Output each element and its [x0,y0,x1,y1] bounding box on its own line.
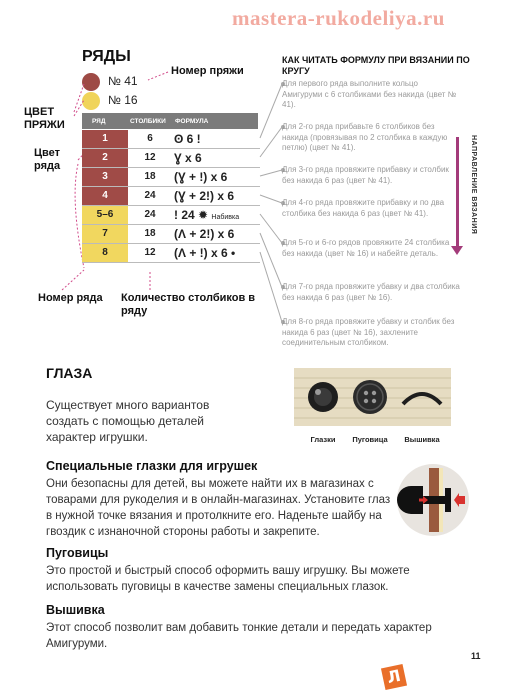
how-to-read-title: КАК ЧИТАТЬ ФОРМУЛУ ПРИ ВЯЗАНИИ ПО КРУГУ [282,55,470,76]
table-row [82,225,260,244]
row-number: 5–6 [82,206,128,224]
row-number: 8 [82,244,128,262]
caption-button: Пуговица [352,435,388,444]
header-row: РЯД [92,118,106,125]
row-stitches: 24 [144,190,156,201]
row-number: 7 [82,225,128,243]
row-number: 2 [82,149,128,167]
row-stitches: 12 [144,247,156,258]
table-row [82,130,260,149]
callout-yarn-color: ЦВЕТ ПРЯЖИ [24,106,65,131]
callout-stitch-count: Количество столбиков в ряду [121,292,256,317]
row-stitches: 18 [144,171,156,182]
direction-arrow-icon [451,246,463,255]
section-text: Они безопасны для детей, вы можете найти их в магазинах с товарами для рукоделия и в онлайн-магазинах. Установите глаз в нужной точке вязания и протолкните его. Наденьте шайбу на гвоздик с изнаночной стороны работы и закрепите. [46,478,391,538]
button-icon [341,368,399,426]
publisher-logo: Л [381,664,407,690]
eyes-intro: Существует много вариантов создать с помощью деталей характер игрушки. [46,398,210,444]
row-formula: (Ɣ + ǃ) x 6 [174,170,228,184]
embroidery-photo [393,368,451,426]
callout-row-number: Номер ряда [38,292,103,304]
step-connectors [260,84,282,322]
button-photo [341,368,399,426]
instruction-step: Для 4-го ряда провяжите прибавку и по два столбика без накида 6 раз (цвет № 41). [282,198,445,218]
row-stitches: 12 [144,152,156,163]
section-text: Этот способ позволит вам добавить тонкие детали и передать характер Амигуруми. [46,622,432,650]
row-number: 3 [82,168,128,186]
direction-line [456,137,459,249]
instruction-step: Для 2-го ряда прибавьте 6 столбиков без накида (провязывая по 2 столбика в каждую петлю) (цвет № 41). [282,122,448,152]
callout-row-color: Цвет ряда [34,147,61,172]
instruction-step: Для 7-го ряда провяжите убавку и два столбика без накида 6 раз (цвет № 16). [282,282,460,302]
caption-embroidery: Вышивка [404,435,440,444]
section-title: Вышивка [46,603,105,617]
safety-eye-diagram-icon [395,462,471,538]
row-number: 4 [82,187,128,205]
table-row [82,149,260,168]
connector-yarn-number [148,72,168,80]
watermark: mastera-rukodeliya.ru [232,6,445,30]
instruction-step: Для 8-го ряда провяжите убавку и столбик без накида 6 раз (цвет № 16), захлените соединительным столбиком. [282,317,455,347]
instruction-step: Для 3-го ряда провяжите прибавку и столбик без накида 6 раз (цвет № 41). [282,165,449,185]
row-note: Набивка [211,214,240,221]
table-header [82,113,258,129]
header-formula: ФОРМУЛА [175,118,209,125]
table-row [82,187,260,206]
row-formula: (Ɣ + 2ǃ) x 6 [174,189,234,203]
connector-row-number [62,270,84,290]
instruction-step: Для 5-го и 6-го рядов провяжите 24 столбика без накида (цвет № 16) и набейте деталь. [282,238,450,258]
section-text: Это простой и быстрый способ оформить вашу игрушку. Вы можете использовать пуговицы в качестве замены специальных глазок. [46,565,410,593]
table-row [82,168,260,187]
table-row [82,244,260,263]
callout-yarn-number: Номер пряжи [171,65,244,77]
rows-title: РЯДЫ [82,48,131,65]
page-number: 11 [471,651,481,661]
yarn-label-41: № 41 [108,74,138,88]
row-formula: ǃ 24 ✹ Набивка [174,208,240,222]
header-stitches: СТОЛБИКИ [130,118,166,125]
row-formula: Ɣ x 6 [174,151,202,165]
instruction-step: Для первого ряда выполните кольцо Амигуруми с 6 столбиками без накида (цвет № 41). [282,79,457,109]
row-formula: (Ʌ + 2ǃ) x 6 [174,227,235,241]
row-formula: (Ʌ + ǃ) x 6 • [174,246,236,260]
section-title: Пуговицы [46,546,109,560]
direction-label: НАПРАВЛЕНИЕ ВЯЗАНИЯ [470,135,477,235]
row-stitches: 18 [144,228,156,239]
section-title: Специальные глазки для игрушек [46,459,258,473]
yarn-label-16: № 16 [108,93,138,107]
table-row [82,206,260,225]
embroidery-icon [393,368,451,426]
eyes-title: ГЛАЗА [46,365,93,381]
caption-safety-eye: Глазки [310,435,336,444]
row-stitches: 6 [147,133,153,144]
row-stitches: 24 [144,209,156,220]
row-number: 1 [82,130,128,148]
row-formula: ʘ 6 ! [174,132,201,146]
